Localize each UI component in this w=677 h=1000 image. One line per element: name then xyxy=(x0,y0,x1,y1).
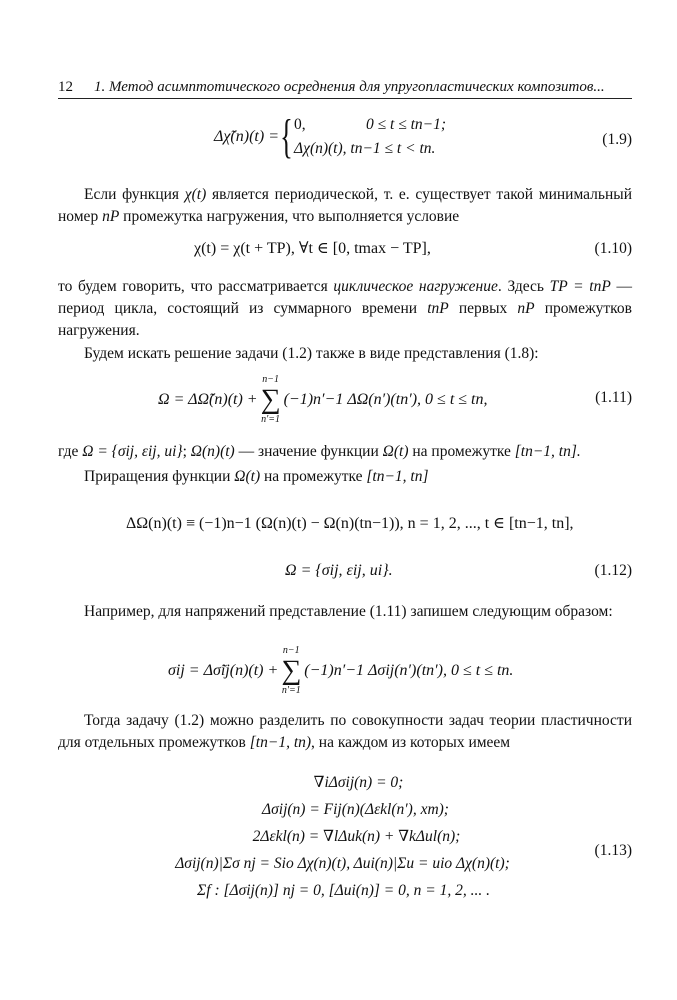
eq-1-13-equilibrium: ∇iΔσij(n) = 0; xyxy=(313,774,404,791)
equation-number-1-13: (1.13) xyxy=(594,842,632,859)
eq-1-13-kinematic: 2Δεkl(n) = ∇lΔuk(n) + ∇kΔul(n); xyxy=(252,828,461,845)
math-omega-t: Ω(t) xyxy=(382,443,409,460)
text-segment: первых xyxy=(448,300,518,317)
equation-1-9 xyxy=(214,110,447,163)
math-interval-closed: [tn−1, tn]. xyxy=(514,443,581,460)
eq-1-11-rhs: (−1)n′−1 ΔΩ(n′)(tn′), 0 ≤ t ≤ tn, xyxy=(283,391,488,408)
eq-1-9-case1-condition: 0 ≤ t ≤ tn−1; xyxy=(366,116,447,133)
running-header xyxy=(58,74,632,99)
running-title: 1. Метод асимптотического осреднения для упругопластических композитов... xyxy=(94,79,605,95)
text-segment: промежутков нагружения. xyxy=(58,300,632,339)
eq-1-9-case1-value: 0, xyxy=(294,116,306,133)
eq-1-13-interface: Σf : [Δσij(n)] nj = 0, [Δui(n)] = 0, n = 1, 2, ... . xyxy=(197,882,490,899)
sum-upper-limit: n−1 xyxy=(262,374,279,385)
paragraph-cyclic xyxy=(58,276,632,342)
eq-1-11-lhs: Ω = ΔΩ̃(n)(t) + xyxy=(158,391,258,408)
equation-1-10: χ(t) = χ(t + TP), ∀t ∈ [0, tmax − TP], xyxy=(194,240,431,257)
math-omega-t-2: Ω(t) xyxy=(234,468,261,485)
term-cyclic-loading: циклическое нагружение xyxy=(333,278,498,295)
text-segment: . Здесь xyxy=(497,278,550,295)
page-number: 12 xyxy=(58,79,73,95)
text-segment: на промежутке xyxy=(408,443,515,460)
text-segment: промежутка нагружения, что выполняется условие xyxy=(119,208,460,225)
equation-number-1-10: (1.10) xyxy=(594,240,632,257)
eq-1-13-boundary: Δσij(n)|Σσ nj = Sio Δχ(n)(t), Δui(n)|Σu = uio Δχ(n)(t); xyxy=(175,855,510,872)
text-segment: на промежутке xyxy=(260,468,367,485)
text-segment: ; xyxy=(182,443,191,460)
text-segment: — значение функции xyxy=(234,443,383,460)
sum-lower-limit: n′=1 xyxy=(281,685,301,696)
sum-operator: n−1 ∑ n′=1 xyxy=(281,645,302,696)
text-segment: Если функция xyxy=(84,186,185,203)
sum-operator: n−1 ∑ n′=1 xyxy=(260,374,281,425)
paragraph-plasticity-split xyxy=(58,710,632,754)
text-segment: является периодической, т. е. существует такой минимальный номер xyxy=(58,186,632,225)
math-omega-n-t: Ω(n)(t) xyxy=(190,443,235,460)
paragraph-stress-example xyxy=(58,601,632,623)
math-interval-half: [tn−1, tn] xyxy=(366,468,429,485)
math-tp-eq: TP = tnP xyxy=(549,278,611,295)
equation-number-1-11: (1.11) xyxy=(595,389,632,406)
sum-lower-limit: n′=1 xyxy=(261,414,281,425)
paragraph-where-omega xyxy=(58,441,632,463)
equation-number-1-12: (1.12) xyxy=(594,562,632,579)
text-segment: , на каждом из которых имеем xyxy=(311,734,511,751)
math-n-p-2: nP xyxy=(517,300,535,317)
equation-1-12a: ΔΩ(n)(t) ≡ (−1)n−1 (Ω(n)(t) − Ω(n)(tn−1)), n = 1, 2, ..., t ∈ [tn−1, tn], xyxy=(126,515,574,532)
math-n-p: nP xyxy=(102,208,120,225)
paragraph-increments xyxy=(58,466,632,488)
text-segment: Например, для напряжений представление (1.11) запишем следующим образом: xyxy=(84,603,613,620)
eq-1-13-constitutive: Δσij(n) = Fij(n)(Δεkl(n′), xm); xyxy=(262,801,449,818)
math-omega-set: Ω = {σij, εij, ui} xyxy=(82,443,183,460)
text-segment: Будем искать решение задачи (1.2) также в виде представления (1.8): xyxy=(84,345,539,362)
text-segment: Тогда задачу (1.2) можно разделить по совокупности задач теории пластичности для отдельных промежутков xyxy=(58,712,632,751)
equation-system-1-13 xyxy=(0,769,677,904)
equation-number-1-9: (1.9) xyxy=(602,131,632,148)
equation-1-12b: Ω = {σij, εij, ui}. xyxy=(285,562,393,579)
text-segment: то будем говорить, что рассматривается xyxy=(58,278,334,295)
math-interval-open: [tn−1, tn) xyxy=(249,734,312,751)
paragraph-solution-search xyxy=(58,343,632,365)
math-chi-t: χ(t) xyxy=(184,186,207,203)
paragraph-periodic xyxy=(58,184,632,228)
eq-1-9-case2-value: Δχ(n)(t), xyxy=(294,140,347,157)
eq-1-9-brace: { xyxy=(280,110,293,163)
text-segment: Приращения функции xyxy=(84,468,235,485)
equation-1-11 xyxy=(158,374,487,426)
math-t-np: tnP xyxy=(427,300,449,317)
sum-upper-limit: n−1 xyxy=(282,645,300,656)
text-segment: — период цикла, состоящий из суммарного времени xyxy=(58,278,633,317)
equation-stress-representation xyxy=(168,645,513,697)
eq-1-9-case2-condition: tn−1 ≤ t < tn. xyxy=(350,140,436,157)
eq-1-9-lhs: Δχ̃(n)(t) = xyxy=(214,128,279,145)
eq-stress-rhs: (−1)n′−1 Δσij(n′)(tn′), 0 ≤ t ≤ tn. xyxy=(304,662,514,679)
text-segment: где xyxy=(58,443,83,460)
eq-stress-lhs: σij = Δσ̃ij(n)(t) + xyxy=(168,662,279,679)
